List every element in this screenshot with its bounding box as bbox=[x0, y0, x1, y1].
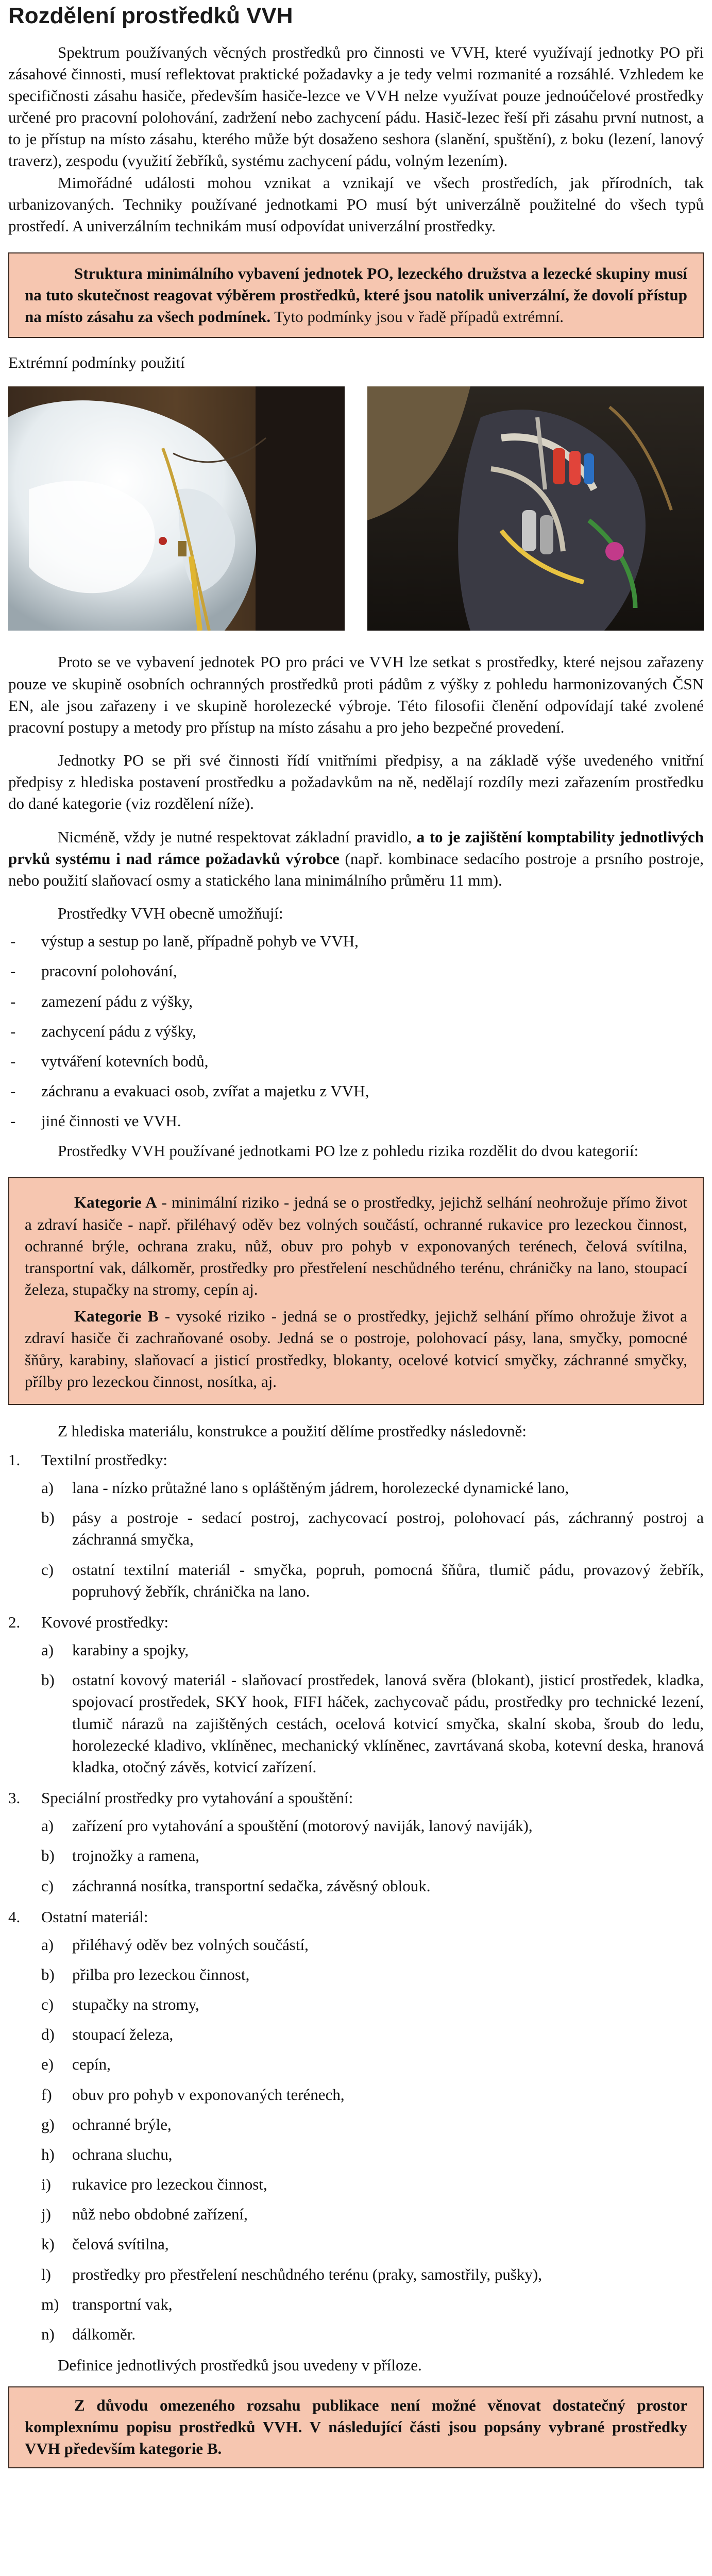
highlight-text bbox=[25, 263, 687, 328]
list-item bbox=[41, 2144, 704, 2165]
item-text: čelová svítilna, bbox=[72, 2235, 169, 2253]
group-items-list bbox=[41, 1934, 704, 2345]
body-paragraph-4: Jednotky PO se při své činnosti řídí vnitřními předpisy, a na základě výše uvedeného vnitřní předpisy z hlediska postavení prostředku a požadavkům na ně, nedělají rozdíly mezi zařazením prostředku do dané kategorie (viz rozdělení níže). bbox=[8, 751, 704, 813]
group-label: Speciální prostředky pro vytahování a spouštění: bbox=[41, 1789, 353, 1807]
item-letter: i) bbox=[41, 2175, 51, 2194]
body-paragraph-7: Prostředky VVH používané jednotkami PO lze z pohledu rizika rozdělit do dvou kategorií: bbox=[58, 1142, 639, 1160]
item-letter: a) bbox=[41, 1935, 54, 1954]
list-item bbox=[41, 2114, 704, 2136]
highlight-box-publication-note bbox=[8, 2386, 704, 2468]
climbing-gear-image bbox=[367, 386, 704, 631]
item-text: přilba pro lezeckou činnost, bbox=[72, 1965, 250, 1984]
list-item bbox=[41, 1639, 704, 1661]
equipment-group bbox=[8, 1906, 704, 2345]
category-a-text: - minimální riziko - jedná se o prostředky, jejichž selhání neohrožuje přímo život a zdraví hasiče - např. přiléhavý oděv bez volných součástí, ochranné rukavice pro lezeckou činnost, ochranné brýle, ochrana zraku, nůž, obuv pro pohyb v exponovaných terénech, čelová svítilna, transportní vak, dálkoměr, prostředky pro přestřelení neschůdného terénu, chráničky na lano, stoupací železa, stupačky na stromy, cepín aj. bbox=[25, 1193, 687, 1299]
photo-climbing-gear bbox=[367, 386, 704, 631]
capabilities-list bbox=[8, 930, 704, 1132]
group-label: Kovové prostředky: bbox=[41, 1613, 169, 1631]
highlight-box-categories bbox=[8, 1177, 704, 1404]
item-letter: k) bbox=[41, 2235, 55, 2253]
group-number: 1. bbox=[8, 1451, 21, 1469]
body-paragraph-3: Proto se ve vybavení jednotek PO pro práci ve VVH lze setkat s prostředky, které nejsou zařazeny pouze ve skupině osobních ochranných prostředků proti pádům z výšky z pohledu harmonizovaných ČSN EN, ale jsou zařazeny i ve skupině horolezecké výbroje. Této filosofii členění odpovídají také zvolené pracovní postupy a metody pro přístup na místo zásahu a pro jeho bezpečné provedení. bbox=[8, 653, 704, 736]
item-text: cepín, bbox=[72, 2055, 111, 2074]
list-item bbox=[41, 1875, 704, 1897]
item-text: lana - nízko průtažné lano s opláštěným jádrem, horolezecké dynamické lano, bbox=[72, 1479, 569, 1497]
p5-post-text: (např. kombinace sedacího postroje a prsního postroje, nebo použití slaňovací osmy a statického lana minimálního průměru 11 mm). bbox=[8, 849, 704, 889]
page-title: Rozdělení prostředků VVH bbox=[8, 3, 293, 28]
equipment-group bbox=[8, 1449, 704, 1602]
item-letter: b) bbox=[41, 1671, 55, 1689]
item-text: ochrana sluchu, bbox=[72, 2145, 173, 2163]
group-label: Textilní prostředky: bbox=[41, 1451, 167, 1469]
intro-paragraph-1: Spektrum používaných věcných prostředků pro činnosti ve VVH, které využívají jednotky PO při zásahové činnosti, musí reflektovat praktické požadavky a je tedy velmi rozmanité a rozsáhlé. Vzhledem ke specifičnosti zásahu hasiče, především hasiče-lezce ve VVH nelze využívat pouze jednoúčelové prostředky určené pro pracovní polohování, zadržení nebo zachycení pádu. Hasič-lezec řeší při zásahu první nutnost, a to je přístup na místo zásahu, kterého může být dosaženo seshora (slanění, spuštění), z boku (lezení, lanový traverz), zespodu (využití žebříků, systému zachycení pádu, volným lezením). bbox=[8, 43, 704, 170]
highlight-box-structure bbox=[8, 252, 704, 338]
body-paragraph-6: Prostředky VVH obecně umožňují: bbox=[58, 904, 283, 923]
p5-bold-text: a to je zajištění komptability jednotlivých prvků systému i nad rámce požadavků výrobce bbox=[8, 827, 704, 868]
publication-note-text bbox=[25, 2395, 687, 2460]
item-letter: h) bbox=[41, 2145, 55, 2163]
list-item: - pracovní polohování, bbox=[8, 960, 704, 982]
list-item: - výstup a sestup po laně, případně pohyb ve VVH, bbox=[8, 930, 704, 952]
item-text: dálkoměr. bbox=[72, 2325, 136, 2343]
list-item: - vytváření kotevních bodů, bbox=[8, 1050, 704, 1072]
list-item bbox=[41, 1477, 704, 1499]
equipment-group bbox=[8, 1787, 704, 1897]
list-item: - zamezení pádu z výšky, bbox=[8, 991, 704, 1012]
equipment-group bbox=[8, 1612, 704, 1778]
list-item bbox=[41, 2054, 704, 2075]
item-letter: c) bbox=[41, 1560, 54, 1579]
category-b-label: Kategorie B bbox=[74, 1307, 159, 1326]
item-text: přiléhavý oděv bez volných součástí, bbox=[72, 1935, 309, 1954]
item-letter: l) bbox=[41, 2265, 51, 2283]
list-item bbox=[41, 1845, 704, 1867]
list-item bbox=[41, 1507, 704, 1550]
item-text: obuv pro pohyb v exponovaných terénech, bbox=[72, 2085, 345, 2104]
item-letter: f) bbox=[41, 2085, 52, 2104]
category-b-text: - vysoké riziko - jedná se o prostředky, jejichž selhání přímo ohrožuje život a zdraví hasiče či zachraňované osoby. Jedná se o postroje, polohovací pásy, lana, smyčky, pomocné šňůry, karabiny, slaňovací a jisticí prostředky, blokanty, ocelové kotvicí smyčky, záchranné smyčky, přílby pro lezeckou činnost, nosítka, aj. bbox=[25, 1307, 687, 1391]
item-letter: j) bbox=[41, 2205, 51, 2224]
item-text: rukavice pro lezeckou činnost, bbox=[72, 2175, 267, 2194]
category-a-label: Kategorie A bbox=[74, 1193, 157, 1212]
item-text: ochranné brýle, bbox=[72, 2115, 172, 2133]
list-item bbox=[41, 1934, 704, 1956]
item-letter: c) bbox=[41, 1995, 54, 2014]
item-letter: g) bbox=[41, 2115, 55, 2133]
item-text: záchranná nosítka, transportní sedačka, závěsný oblouk. bbox=[72, 1876, 431, 1895]
group-items-list bbox=[41, 1815, 704, 1896]
highlight-normal-text: Tyto podmínky jsou v řadě případů extrémní. bbox=[270, 308, 564, 326]
definitions-note: Definice jednotlivých prostředků jsou uvedeny v příloze. bbox=[58, 2356, 422, 2374]
item-letter: a) bbox=[41, 1479, 54, 1497]
p5-pre-text: Nicméně, vždy je nutné respektovat základní pravidlo, bbox=[58, 827, 417, 846]
body-paragraph-5 bbox=[8, 826, 704, 891]
snow-anchor-image bbox=[8, 386, 345, 631]
category-a-paragraph bbox=[25, 1192, 687, 1300]
list-item bbox=[41, 2324, 704, 2345]
list-item bbox=[41, 2264, 704, 2285]
list-item bbox=[41, 2084, 704, 2106]
list-item bbox=[41, 1559, 704, 1602]
item-text: trojnožky a ramena, bbox=[72, 1846, 200, 1865]
item-letter: b) bbox=[41, 1509, 55, 1527]
item-text: ostatní kovový materiál - slaňovací prostředek, lanová svěra (blokant), jisticí prostředek, kladka, spojovací prostředek, SKY hook, FIFI háček, zachycovač pádu, prostředky pro technické lezení, tlumič nárazů na zajištěných cestách, ocelová kotvicí smyčka, skalní skoba, šroub do ledu, horolezecké kladivo, vklíněnec, mechanický vklíněnec, zavrtávaná skoba, kotevní deska, hranová kladka, otočný závěs, kotvicí zařízení. bbox=[72, 1671, 704, 1776]
item-text: nůž nebo obdobné zařízení, bbox=[72, 2205, 248, 2224]
item-text: stoupací železa, bbox=[72, 2025, 174, 2044]
publication-note-bold: Z důvodu omezeného rozsahu publikace není možné věnovat dostatečný prostor komplexnímu popisu prostředků VVH. V následující části jsou popsány vybrané prostředky VVH především kategorie B. bbox=[25, 2396, 687, 2458]
category-b-paragraph bbox=[25, 1306, 687, 1393]
list-item bbox=[41, 1669, 704, 1778]
list-item bbox=[41, 2024, 704, 2045]
intro-paragraph-2: Mimořádné události mohou vznikat a vznikají ve všech prostředích, jak přírodních, tak urbanizovaných. Techniky používané jednotkami PO musí být univerzálně použitelné do všech typů prostředí. A univerzálním technikám musí odpovídat univerzální prostředky. bbox=[8, 173, 704, 235]
item-text: pásy a postroje - sedací postroj, zachycovací postroj, polohovací pás, záchranný postroj a záchranná smyčka, bbox=[72, 1509, 704, 1549]
highlight-bold-text: Struktura minimálního vybavení jednotek PO, lezeckého družstva a lezecké skupiny musí na tuto skutečnost reagovat výběrem prostředků, které jsou natolik univerzální, že dovolí přístup na místo zásahu za všech podmínek. bbox=[25, 264, 687, 326]
group-items-list bbox=[41, 1639, 704, 1778]
item-letter: n) bbox=[41, 2325, 55, 2343]
item-letter: b) bbox=[41, 1965, 55, 1984]
list-item bbox=[41, 1964, 704, 1986]
division-intro: Z hlediska materiálu, konstrukce a použití dělíme prostředky následovně: bbox=[58, 1421, 527, 1440]
item-letter: b) bbox=[41, 1846, 55, 1865]
extreme-conditions-caption: Extrémní podmínky použití bbox=[8, 353, 185, 372]
item-text: ostatní textilní materiál - smyčka, popruh, pomocná šňůra, tlumič pádu, provazový žebřík, popruhový žebřík, chránička na lano. bbox=[72, 1560, 704, 1600]
photo-snow-anchor bbox=[8, 386, 345, 631]
list-item bbox=[41, 2294, 704, 2315]
item-letter: m) bbox=[41, 2295, 59, 2313]
list-item: - zachycení pádu z výšky, bbox=[8, 1021, 704, 1042]
group-number: 4. bbox=[8, 1907, 21, 1926]
group-label: Ostatní materiál: bbox=[41, 1907, 148, 1926]
item-letter: c) bbox=[41, 1876, 54, 1895]
list-item: - záchranu a evakuaci osob, zvířat a majetku z VVH, bbox=[8, 1080, 704, 1102]
item-text: karabiny a spojky, bbox=[72, 1641, 189, 1659]
item-letter: e) bbox=[41, 2055, 54, 2074]
group-number: 2. bbox=[8, 1613, 21, 1631]
list-item: - jiné činnosti ve VVH. bbox=[8, 1110, 704, 1132]
item-text: transportní vak, bbox=[72, 2295, 173, 2313]
group-number: 3. bbox=[8, 1789, 21, 1807]
item-letter: d) bbox=[41, 2025, 55, 2044]
equipment-groups-list bbox=[8, 1449, 704, 2345]
photo-row bbox=[8, 386, 704, 631]
list-item bbox=[41, 2204, 704, 2225]
item-letter: a) bbox=[41, 1817, 54, 1835]
list-item bbox=[41, 1994, 704, 2015]
item-text: zařízení pro vytahování a spouštění (motorový naviják, lanový naviják), bbox=[72, 1817, 533, 1835]
item-text: stupačky na stromy, bbox=[72, 1995, 199, 2014]
list-item bbox=[41, 2233, 704, 2255]
list-item bbox=[41, 1815, 704, 1837]
item-letter: a) bbox=[41, 1641, 54, 1659]
item-text: prostředky pro přestřelení neschůdného terénu (praky, samostřily, pušky), bbox=[72, 2265, 542, 2283]
list-item bbox=[41, 2174, 704, 2195]
group-items-list bbox=[41, 1477, 704, 1602]
